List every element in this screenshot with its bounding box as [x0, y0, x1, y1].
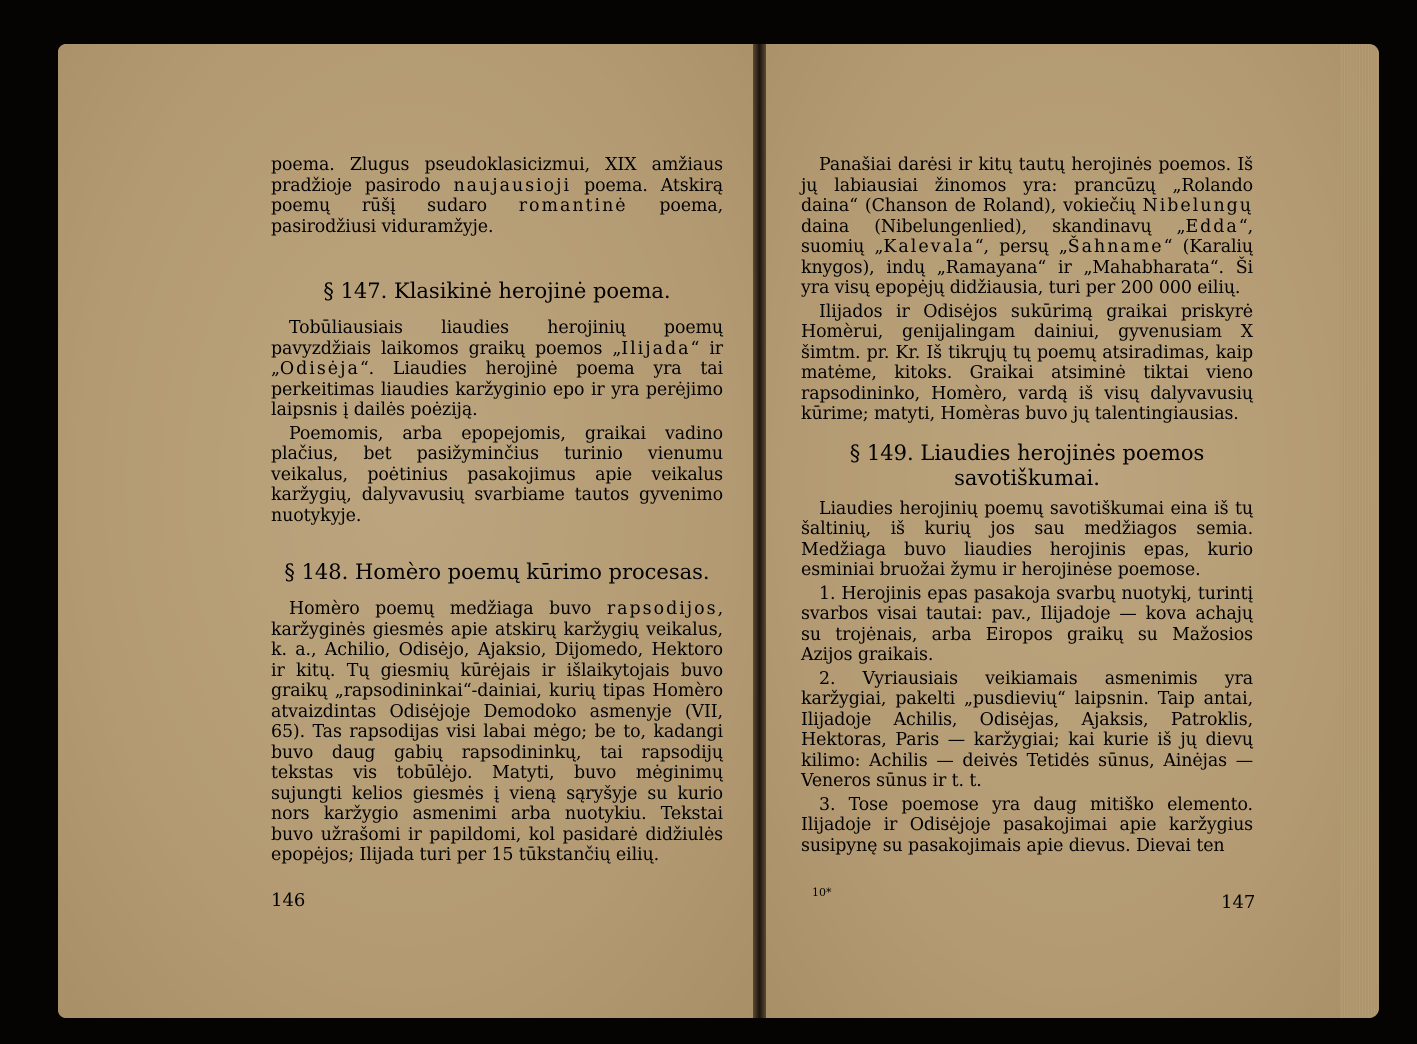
- paragraph-147-1: [271, 318, 723, 421]
- text-run: “, suomių „: [801, 216, 1253, 257]
- spaced-term: Edda: [1185, 216, 1239, 237]
- list-item-1: 1. Herojinis epas pasakoja svarbų nuotykį, turintį svarbos visai tautai: pav., Ilijadoje — kova achajų su trojėnais, arba Eiropos graikų su Mažosios Azijos graikais.: [801, 583, 1253, 665]
- text-run: daina (Nibelungenlied), skandinavų „: [801, 216, 1186, 237]
- section-heading-149: § 149. Liaudies herojinės poemos savotiškumai.: [849, 440, 1205, 490]
- section-heading-147: § 147. Klasikinė herojinė poema.: [323, 279, 671, 303]
- text-run: “ ir „: [271, 338, 723, 379]
- page-number-left: 146: [271, 890, 306, 911]
- book-page-edges-right: [1340, 44, 1379, 1018]
- spaced-term: romantinė: [518, 196, 628, 216]
- paragraph-continued: [801, 155, 1253, 299]
- text-run: “ (Karalių knygos), indų „Ramayana“ ir „Mahabharata“. Ši yra visų epopėjų didžiausia, turi per 200 000 eilių.: [801, 237, 1253, 298]
- left-page-text: [271, 155, 723, 869]
- text-run: “, persų „: [974, 237, 1068, 257]
- spaced-term: Nibelungų: [1142, 196, 1253, 216]
- spaced-term: Kalevala: [883, 237, 975, 257]
- text-run: poema. Zlugus pseudoklasicizmui, XIX amžiaus pradžioje pasirodo: [271, 155, 723, 196]
- spaced-term: Ilijada: [621, 338, 691, 359]
- book-gutter: [753, 44, 766, 1018]
- paragraph-149: Liaudies herojinių poemų savotiškumai eina iš tų šaltinių, iš kurių jos sau medžiagos semia. Medžiaga buvo liaudies herojinis epas, kurio esminiai bruožai žymu ir herojinėse poemose.: [801, 498, 1253, 580]
- section-heading-148: § 148. Homèro poemų kūrimo procesas.: [284, 560, 710, 584]
- page-number-right: 147: [1221, 892, 1256, 913]
- list-item-3: 3. Tose poemose yra daug mitiško elemento. Ilijadoje ir Odisėjoje pasakojimai apie karžygius susipynę su pasakojimais apie dievus. Dievai ten: [801, 794, 1253, 856]
- paragraph-148: [271, 599, 723, 866]
- text-run: Homèro poemų medžiaga buvo: [289, 599, 607, 619]
- text-run: Panašiai darėsi ir kitų tautų herojinės poemos. Iš jų labiausiai žinomos yra: prancūzų „Rolando daina“ (Chanson de Roland), vokiečių: [801, 155, 1253, 216]
- printer-signature-mark: 10*: [812, 886, 832, 899]
- text-run: “. Liaudies herojinė poema yra tai perkeitimas liaudies karžyginio epo ir yra perėjimo laipsnis į dailės poėziją.: [271, 359, 723, 420]
- text-run: poema. Atskirą poemų rūšį sudaro: [271, 175, 723, 216]
- text-run: , karžyginės giesmės apie atskirų karžygių veikalus, k. a., Achilio, Odisėjo, Ajaksio, Dijomedo, Hektoro ir kitų. Tų giesmių kūrėjais ir išlaikytojais buvo graikų „rapsodininkai“-dainiai, kurių tipas Homèro atvaizdintas Odisėjoje Demodoko asmenyje (VII, 65). Tas rapsodijas visi labai mėgo; be to, kadangi buvo daug gabių rapsodininkų, tai rapsodijų tekstas vis tobūlėjo. Matyti, buvo mėginimų sujungti kelios giesmės į vieną sąryšyje su kurio nors karžygio asmenimi arba nuotykiu. Tekstai buvo užrašomi ir papildomi, kol pasidarė didžiulės epopėjos; Ilijada turi per 15 tūkstančių eilių.: [271, 599, 723, 865]
- spaced-term: Odisėja: [279, 359, 360, 379]
- text-run: Tobūliausiais liaudies herojinių poemų pavyzdžiais laikomos graikų poemos „: [271, 318, 723, 359]
- spaced-term: rapsodijos: [606, 599, 718, 619]
- intro-paragraph: [271, 155, 723, 237]
- list-item-2: 2. Vyriausiais veikiamais asmenimis yra karžygiai, pakelti „pusdievių“ laipsnin. Taip antai, Ilijadoje Achilis, Odisėjas, Ajaksis, Patroklis, Hektoras, Paris — karžygiai; kai kurie iš jų dievų kilimo: Achilis — deivės Tetidės sūnus, Ainėjas — Veneros sūnus ir t. t.: [801, 668, 1253, 791]
- spaced-term: naujausioji: [453, 175, 572, 196]
- paragraph-147-2: Poemomis, arba epopejomis, graikai vadino plačius, bet pasižyminčius turinio vienumu veikalus, poėtinius pasakojimus apie veikalus karžygių, dalyvavusių svarbiame tautos gyvenimo nuotykyje.: [271, 423, 723, 526]
- right-page-text: [801, 155, 1253, 859]
- spaced-term: Šahname: [1067, 237, 1164, 257]
- text-run: poema, pasirodžiusi viduramžyje.: [271, 196, 724, 237]
- paragraph-homer: Ilijados ir Odisėjos sukūrimą graikai priskyrė Homèrui, genijalingam dainiui, gyvenusiam X šimtm. pr. Kr. Iš tikrųjų tų poemų atsiradimas, kaip matėme, kitoks. Graikai atsiminė tiktai vieno rapsodininko, Homèro, vardą iš visų dalyvavusių kūrime; matyti, Homèras buvo jų talentingiausias.: [801, 301, 1253, 424]
